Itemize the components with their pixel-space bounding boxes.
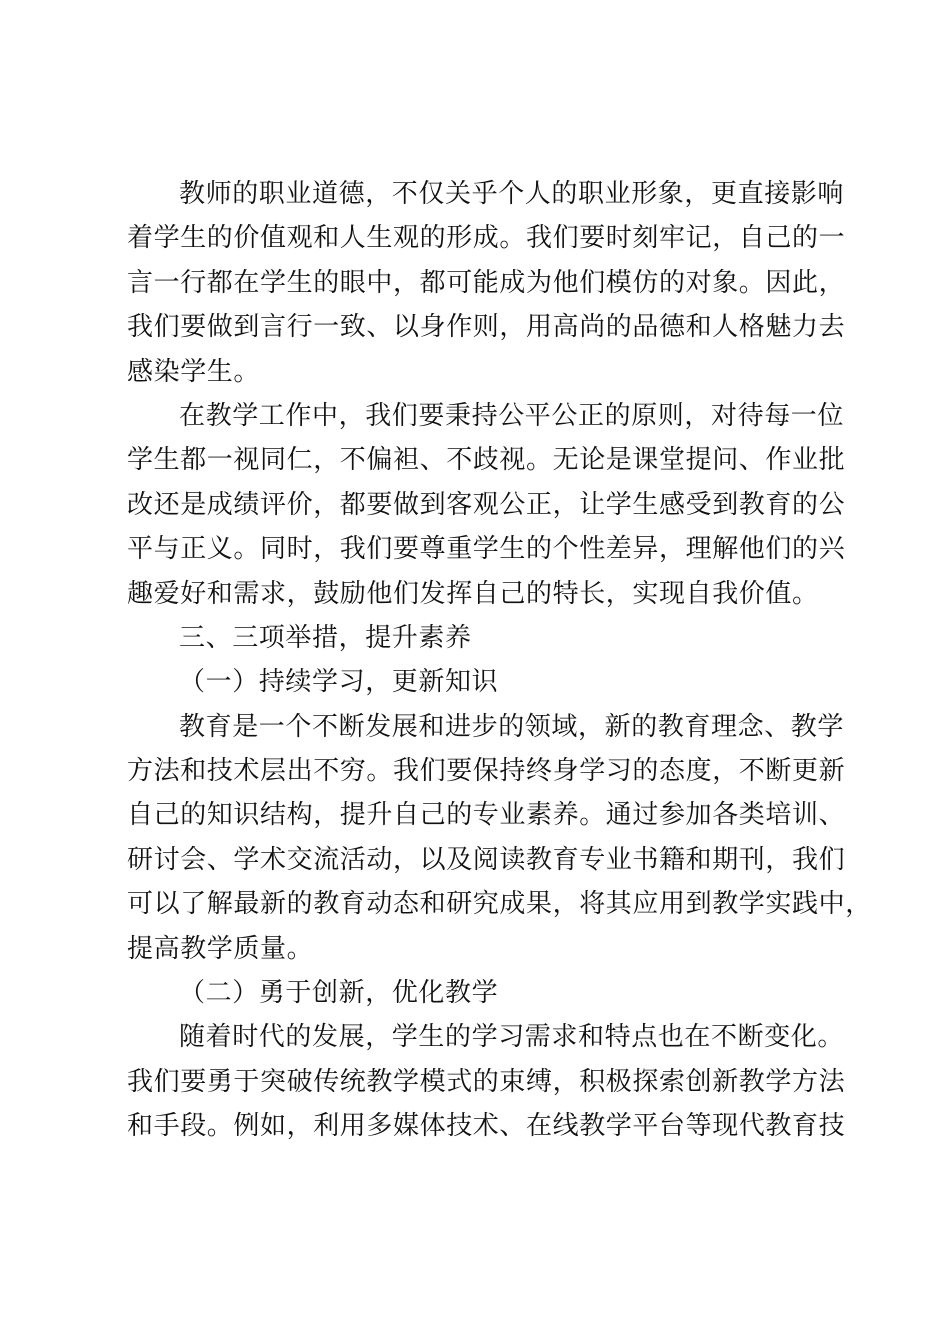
subsection-heading: （一）持续学习，更新知识 <box>179 667 499 698</box>
subsection-heading: （二）勇于创新，优化教学 <box>179 978 499 1009</box>
text-line: 研讨会、学术交流活动，以及阅读教育专业书籍和期刊，我们 <box>127 844 846 875</box>
text-line: 在教学工作中，我们要秉持公平公正的原则，对待每一位 <box>179 400 845 431</box>
text-line: 我们要做到言行一致、以身作则，用高尚的品德和人格魅力去 <box>127 312 846 343</box>
text-line: 教育是一个不断发展和进步的领域，新的教育理念、教学 <box>179 711 845 742</box>
text-line: 和手段。例如，利用多媒体技术、在线教学平台等现代教育技 <box>127 1111 846 1142</box>
text-line: 改还是成绩评价，都要做到客观公正，让学生感受到教育的公 <box>127 489 846 520</box>
text-line: 教师的职业道德，不仅关乎个人的职业形象，更直接影响 <box>179 179 845 209</box>
text-line: 学生都一视同仁，不偏袒、不歧视。无论是课堂提问、作业批 <box>127 445 846 476</box>
text-line: 言一行都在学生的眼中，都可能成为他们模仿的对象。因此， <box>127 267 846 298</box>
text-line: 随着时代的发展，学生的学习需求和特点也在不断变化。 <box>179 1022 845 1053</box>
text-line: 提高教学质量。 <box>127 933 314 964</box>
text-line: 自己的知识结构，提升自己的专业素养。通过参加各类培训、 <box>127 800 846 831</box>
text-line: 趣爱好和需求，鼓励他们发挥自己的特长，实现自我价值。 <box>127 578 819 609</box>
document-body <box>127 172 872 1149</box>
text-line: 着学生的价值观和人生观的形成。我们要时刻牢记，自己的一 <box>127 223 846 254</box>
text-line: 平与正义。同时，我们要尊重学生的个性差异，理解他们的兴 <box>127 534 846 565</box>
text-line: 我们要勇于突破传统教学模式的束缚，积极探索创新教学方法 <box>127 1066 846 1097</box>
section-heading: 三、三项举措，提升素养 <box>179 622 472 653</box>
text-line: 可以了解最新的教育动态和研究成果，将其应用到教学实践中， <box>127 889 872 920</box>
text-line: 方法和技术层出不穷。我们要保持终身学习的态度，不断更新 <box>127 756 846 787</box>
text-line: 感染学生。 <box>127 356 261 387</box>
